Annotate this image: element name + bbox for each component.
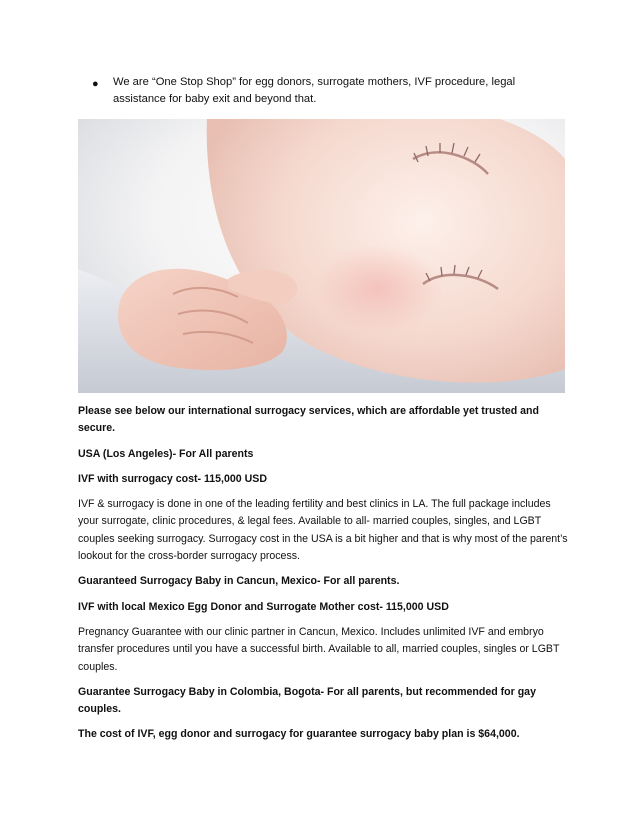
mexico-title: Guaranteed Surrogacy Baby in Cancun, Mexico- For all parents. [78,575,400,588]
colombia-cost: The cost of IVF, egg donor and surrogacy for guarantee surrogacy baby plan is $64,000. [78,728,520,741]
usa-description: IVF & surrogacy is done in one of the leading fertility and best clinics in LA. The full package includes your surrogate, clinic procedures, & legal fees. Available to all- married couples, singles, and LGBT couples seeking surrogacy. Surrogacy cost in the USA is a bit higher and that is why most of the parent’s lookout for the cross-border surrogacy process. [78,498,568,563]
services-section [78,403,568,752]
usa-title: USA (Los Angeles)- For All parents [78,447,254,460]
sleeping-baby-photo [78,119,565,393]
colombia-title: Guarantee Surrogacy Baby in Colombia, Bogota- For all parents, but recommended for gay couples. [78,685,536,716]
usa-cost: IVF with surrogacy cost- 115,000 USD [78,472,267,485]
services-heading: Please see below our international surrogacy services, which are affordable yet trusted and secure. [78,405,539,435]
bullet-dot-icon: ● [92,78,99,90]
intro-bullet [92,74,566,108]
mexico-cost: IVF with local Mexico Egg Donor and Surrogate Mother cost- 115,000 USD [78,600,449,613]
mexico-description: Pregnancy Guarantee with our clinic partner in Cancun, Mexico. Includes unlimited IVF and embryo transfer procedures until you have a successful birth. Available to all, married couples, singles or LGBT couples. [78,625,560,673]
intro-bullet-text: We are “One Stop Shop” for egg donors, surrogate mothers, IVF procedure, legal assistance for baby exit and beyond that. [113,76,516,105]
